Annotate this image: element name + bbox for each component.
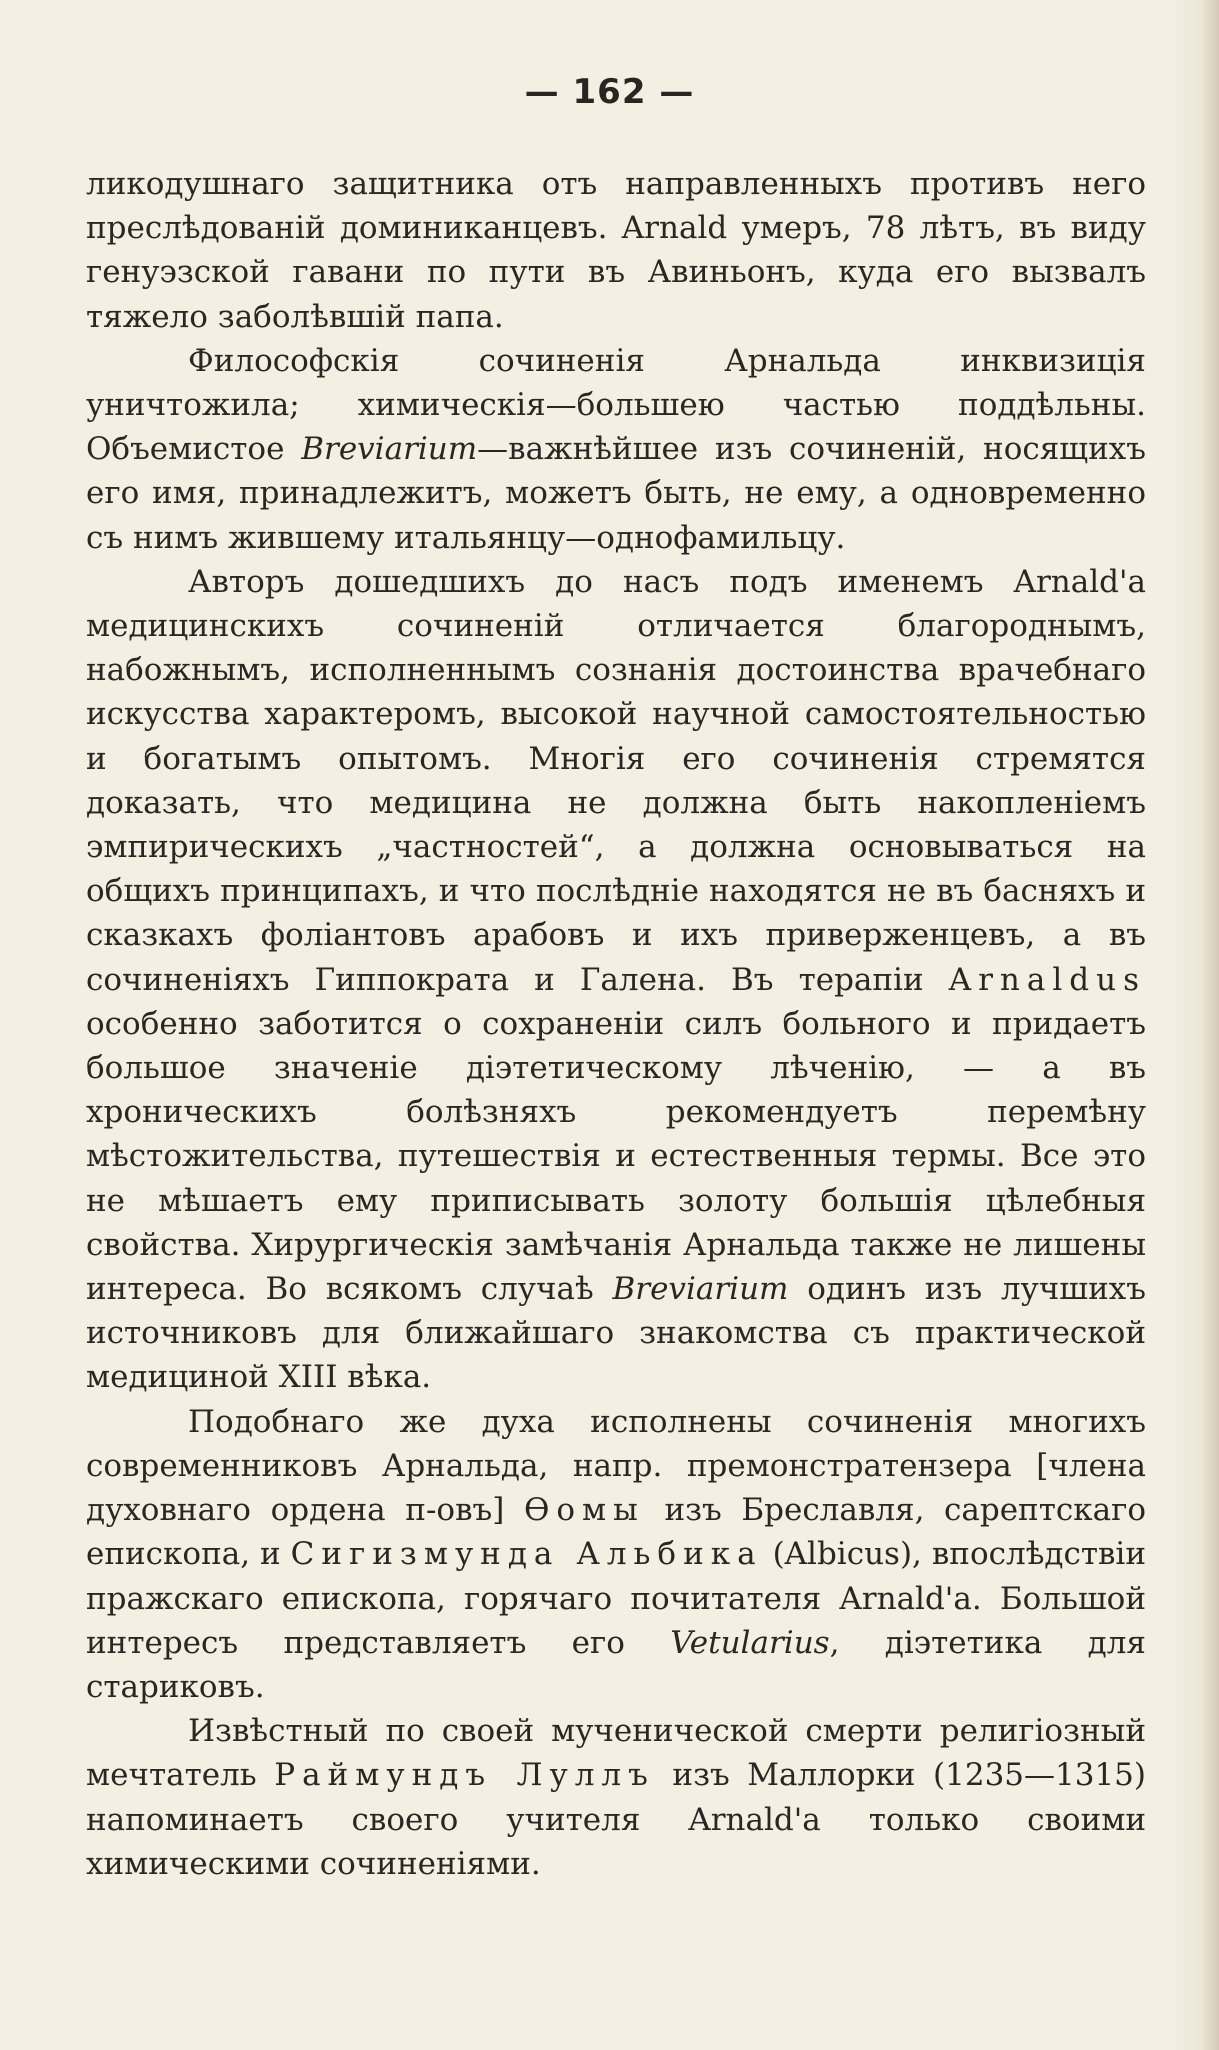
page-number: — 162 —: [524, 72, 695, 112]
italic-term-breviarium: Breviarium: [301, 431, 478, 468]
page-body: [86, 162, 1146, 1886]
italic-term-breviarium: Breviarium: [612, 1271, 789, 1308]
paragraph-4: [86, 1400, 1146, 1709]
text-run: (Albicus), впослѣдствіи пражскаго епископа, горячаго почитателя Arnald'a. Большой интересъ представляетъ его: [86, 1536, 1147, 1661]
text-run: изъ Маллорки (1235—1315) напоминаетъ своего учителя Arnald'a только своими химическими сочиненіями.: [86, 1757, 1146, 1882]
spaced-name-raymond-lull: Раймундъ Луллъ: [274, 1757, 655, 1794]
paragraph-3: [86, 560, 1146, 1400]
text-run: Извѣстный по своей мученической смерти религіозный мечтатель: [86, 1713, 1146, 1794]
spaced-name-sigismund: Сигизмунда Альбика: [290, 1536, 763, 1573]
text-run: —важнѣйшее изъ сочиненій, носящихъ его имя, принадлежитъ, можетъ быть, не ему, а одновременно съ нимъ жившему итальянцу—однофамильцу.: [86, 431, 1146, 556]
italic-term-vetularius: Vetularius: [670, 1624, 830, 1661]
paragraph-2: [86, 339, 1146, 560]
spaced-name-thomas: Өомы: [523, 1492, 645, 1529]
text-run: , діэтетика для стариковъ.: [86, 1624, 1146, 1705]
paragraph-1: [86, 162, 1146, 339]
text-run: Авторъ дошедшихъ до насъ подъ именемъ Arnald'a медицинскихъ сочиненій отличается благороднымъ, набожнымъ, исполненнымъ сознанія достоинства врачебнаго искусства характеромъ, высокой научной самостоятельностью и богатымъ опытомъ. Многія его сочиненія стремятся доказать, что медицина не должна быть накопленіемъ эмпирическихъ „частностей“, а должна основываться на общихъ принципахъ, и что послѣдніе находятся не въ басняхъ и сказкахъ фоліантовъ арабовъ и ихъ приверженцевъ, а въ сочиненіяхъ Гиппократа и Галена. Въ терапіи: [86, 563, 1146, 998]
spaced-name-arnaldus: Arnaldus: [948, 961, 1146, 998]
text-run: Подобнаго же духа исполнены сочиненія многихъ современниковъ Арнальда, напр. премонстратензера [члена духовнаго ордена п-овъ]: [86, 1403, 1146, 1529]
text-run: особенно заботится о сохраненіи силъ больного и придаетъ большое значеніе діэтетическому лѣченію, — а въ хроническихъ болѣзняхъ рекомендуетъ перемѣну мѣстожительства, путешествія и естественныя термы. Все это не мѣшаетъ ему приписывать золоту большія цѣлебныя свойства. Хирургическія замѣчанія Арнальда также не лишены интереса. Во всякомъ случаѣ: [86, 1005, 1146, 1308]
text-run: изъ Бреславля, сарептскаго епископа, и: [86, 1492, 1146, 1573]
page-edge-shadow: [1201, 0, 1219, 2050]
paragraph-1-text: ликодушнаго защитника отъ направленныхъ противъ него преслѣдованій доминиканцевъ. Arnald умеръ, 78 лѣтъ, въ виду генуэзской гавани по пути въ Авиньонъ, куда его вызвалъ тяжело заболѣвшій папа.: [86, 166, 1146, 335]
text-run: одинъ изъ лучшихъ источниковъ для ближайшаго знакомства съ практической медициной XIII вѣка.: [86, 1271, 1146, 1396]
paragraph-5: [86, 1709, 1146, 1886]
text-run: Философскія сочиненія Арнальда инквизиція уничтожила; химическія—большею частью поддѣльны. Объемистое: [86, 342, 1146, 468]
